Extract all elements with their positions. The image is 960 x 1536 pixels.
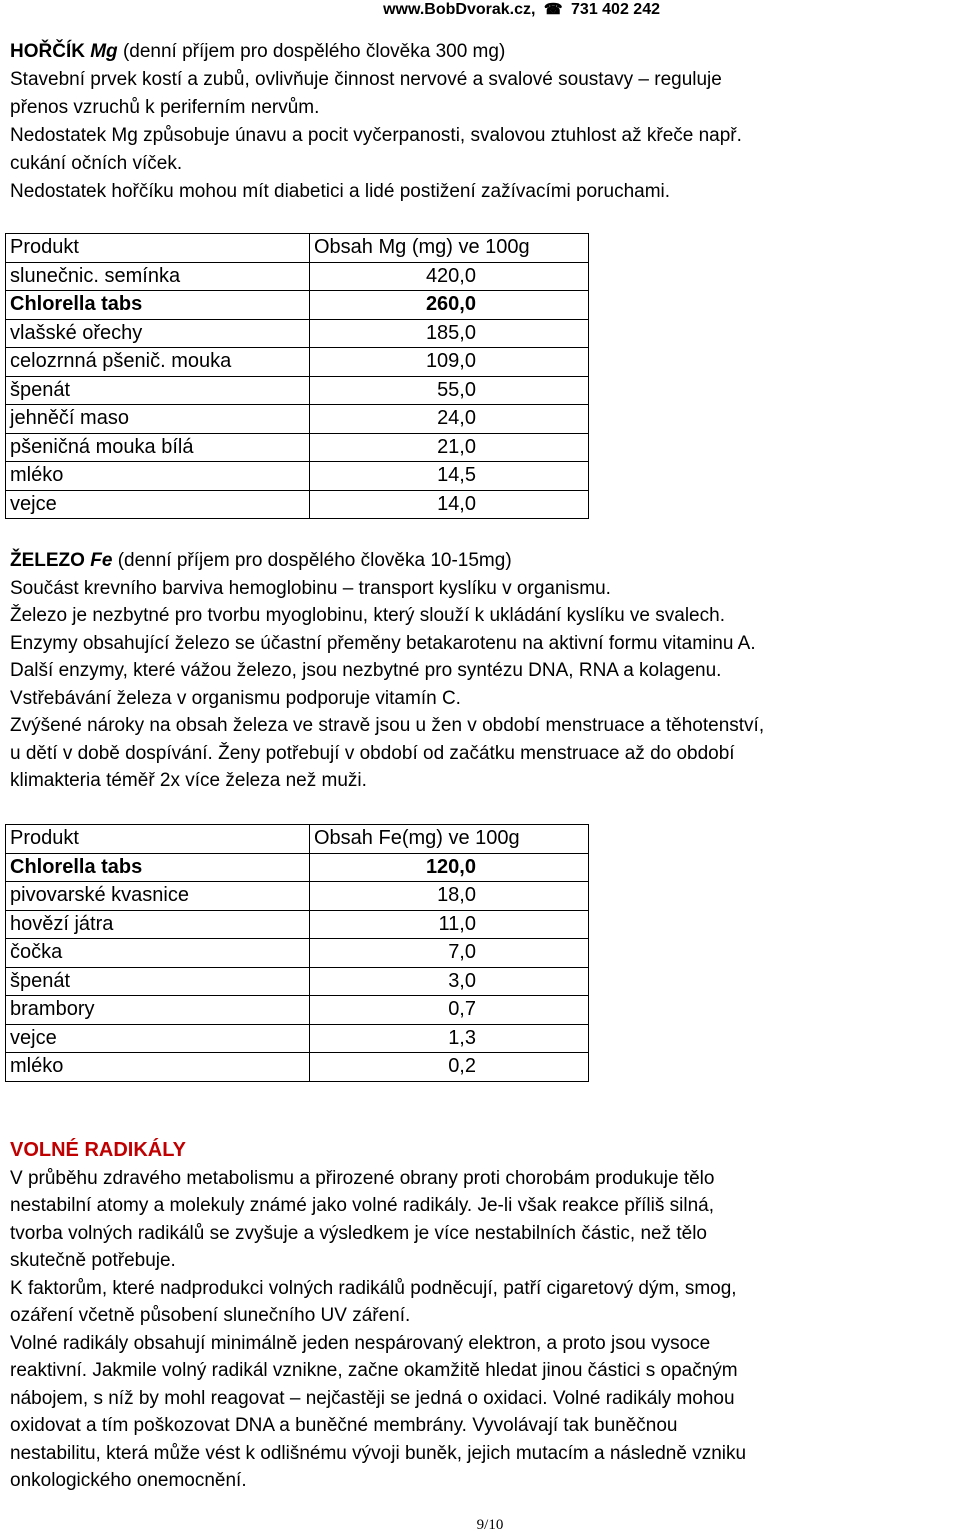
value-cell: 21,0 <box>310 433 589 462</box>
table-row <box>6 882 589 911</box>
value-cell: 18,0 <box>310 882 589 911</box>
table-row <box>6 262 589 291</box>
product-cell: brambory <box>6 996 310 1025</box>
table-header: Obsah Fe(mg) ve 100g <box>310 825 589 854</box>
table-row <box>6 376 589 405</box>
product-cell: Chlorella tabs <box>6 291 310 320</box>
value-cell: 1,3 <box>310 1024 589 1053</box>
table-row <box>6 319 589 348</box>
paragraph-line: skutečně potřebuje. <box>10 1250 176 1271</box>
paragraph-line: Volné radikály obsahují minimálně jeden nespárovaný elektron, a proto jsou vysoce <box>10 1332 711 1354</box>
table-row <box>6 939 589 968</box>
paragraph-line: oxidovat a tím poškozovat DNA a buněčné membrány. Vyvolávají tak buněčnou <box>10 1415 678 1436</box>
paragraph-line: reaktivní. Jakmile volný radikál vznikne, začne okamžitě hledat jinou částici s opačným <box>10 1360 738 1381</box>
paragraph-line: u dětí v době dospívání. Ženy potřebují v období od začátku menstruace až do období <box>10 742 735 764</box>
value-cell: 7,0 <box>310 939 589 968</box>
product-cell: Chlorella tabs <box>6 853 310 882</box>
magnesium-title: HOŘČÍK Mg (denní příjem pro dospělého člověka 300 mg) <box>10 41 506 62</box>
paragraph-line: V průběhu zdravého metabolismu a přirozené obrany proti chorobám produkuje tělo <box>10 1167 715 1189</box>
value-cell: 109,0 <box>310 348 589 377</box>
iron-section <box>10 547 954 795</box>
table-row <box>6 967 589 996</box>
paragraph-line: nestabilní atomy a molekuly známé jako volné radikály. Je-li však reakce příliš silná, <box>10 1195 715 1216</box>
iron-table <box>5 824 589 1082</box>
product-cell: pšeničná mouka bílá <box>6 433 310 462</box>
value-cell: 11,0 <box>310 910 589 939</box>
paragraph-line: klimakteria téměř 2x více železa než muži. <box>10 770 367 791</box>
page-number: 9/10 <box>476 1517 504 1533</box>
product-cell: vejce <box>6 1024 310 1053</box>
paragraph-line: Stavební prvek kostí a zubů, ovlivňuje činnost nervové a svalové soustavy – reguluje <box>10 69 722 90</box>
product-cell: hovězí játra <box>6 910 310 939</box>
product-cell: čočka <box>6 939 310 968</box>
table-row <box>6 291 589 320</box>
product-cell: špenát <box>6 967 310 996</box>
paragraph-line: Součást krevního barviva hemoglobinu – transport kyslíku v organismu. <box>10 577 611 599</box>
radicals-title: VOLNÉ RADIKÁLY <box>10 1139 186 1161</box>
radicals-section <box>10 1137 954 1495</box>
table-header: Produkt <box>6 825 310 854</box>
product-cell: vlašské ořechy <box>6 319 310 348</box>
paragraph-line: ozáření včetně působení slunečního UV záření. <box>10 1305 411 1326</box>
table-row <box>6 490 589 519</box>
paragraph-line: Další enzymy, které vážou železo, jsou nezbytné pro syntézu DNA, RNA a kolagenu. <box>10 660 722 681</box>
paragraph-line: přenos vzruchů k periferním nervům. <box>10 97 320 118</box>
product-cell: pivovarské kvasnice <box>6 882 310 911</box>
paragraph-line: Nedostatek Mg způsobuje únavu a pocit vyčerpanosti, svalovou ztuhlost až křeče např. <box>10 125 742 146</box>
value-cell: 3,0 <box>310 967 589 996</box>
product-cell: mléko <box>6 1053 310 1082</box>
value-cell: 14,5 <box>310 462 589 491</box>
table-row <box>6 348 589 377</box>
value-cell: 24,0 <box>310 405 589 434</box>
table-header: Produkt <box>6 234 310 263</box>
paragraph-line: Zvýšené nároky na obsah železa ve stravě jsou u žen v období menstruace a těhotenství, <box>10 715 765 736</box>
product-cell: jehněčí maso <box>6 405 310 434</box>
paragraph-line: tvorba volných radikálů se zvyšuje a výsledkem je více nestabilních částic, než tělo <box>10 1222 707 1244</box>
website-link[interactable]: www.BobDvorak.cz, <box>383 1 536 18</box>
table-row <box>6 996 589 1025</box>
table-row <box>6 1024 589 1053</box>
iron-title: ŽELEZO Fe (denní příjem pro dospělého člověka 10-15mg) <box>10 550 512 571</box>
value-cell: 120,0 <box>310 853 589 882</box>
value-cell: 14,0 <box>310 490 589 519</box>
table-header-row <box>6 234 589 263</box>
phone-number: 731 402 242 <box>571 1 660 18</box>
paragraph-line: nestabilitu, která může vést k odlišnému vývoji buněk, jejich mutacím a následně vzniku <box>10 1442 747 1464</box>
table-header: Obsah Mg (mg) ve 100g <box>310 234 589 263</box>
table-row <box>6 853 589 882</box>
paragraph-line: onkologického onemocnění. <box>10 1470 247 1491</box>
product-cell: mléko <box>6 462 310 491</box>
product-cell: špenát <box>6 376 310 405</box>
page-header <box>383 0 660 20</box>
magnesium-section <box>10 38 954 206</box>
table-row <box>6 433 589 462</box>
value-cell: 260,0 <box>310 291 589 320</box>
paragraph-line: Enzymy obsahující železo se účastní přeměny betakarotenu na aktivní formu vitaminu A. <box>10 632 756 654</box>
table-row <box>6 405 589 434</box>
value-cell: 185,0 <box>310 319 589 348</box>
paragraph-line: cukání očních víček. <box>10 153 183 174</box>
table-row <box>6 1053 589 1082</box>
value-cell: 420,0 <box>310 262 589 291</box>
product-cell: vejce <box>6 490 310 519</box>
table-header-row <box>6 825 589 854</box>
value-cell: 0,2 <box>310 1053 589 1082</box>
value-cell: 0,7 <box>310 996 589 1025</box>
magnesium-table <box>5 233 589 519</box>
paragraph-line: nábojem, s níž by mohl reagovat – nejčastěji se jedná o oxidaci. Volné radikály mohou <box>10 1387 735 1409</box>
table-row <box>6 910 589 939</box>
product-cell: slunečnic. semínka <box>6 262 310 291</box>
product-cell: celozrnná pšenič. mouka <box>6 348 310 377</box>
phone-icon: ☎ <box>543 1 563 18</box>
table-row <box>6 462 589 491</box>
value-cell: 55,0 <box>310 376 589 405</box>
paragraph-line: Železo je nezbytné pro tvorbu myoglobinu, který slouží k ukládání kyslíku ve svalech. <box>10 605 725 626</box>
paragraph-line: K faktorům, které nadprodukci volných radikálů podněcují, patří cigaretový dým, smog, <box>10 1277 737 1299</box>
paragraph-line: Nedostatek hořčíku mohou mít diabetici a lidé postižení zažívacími poruchami. <box>10 181 671 202</box>
paragraph-line: Vstřebávání železa v organismu podporuje vitamín C. <box>10 687 461 709</box>
